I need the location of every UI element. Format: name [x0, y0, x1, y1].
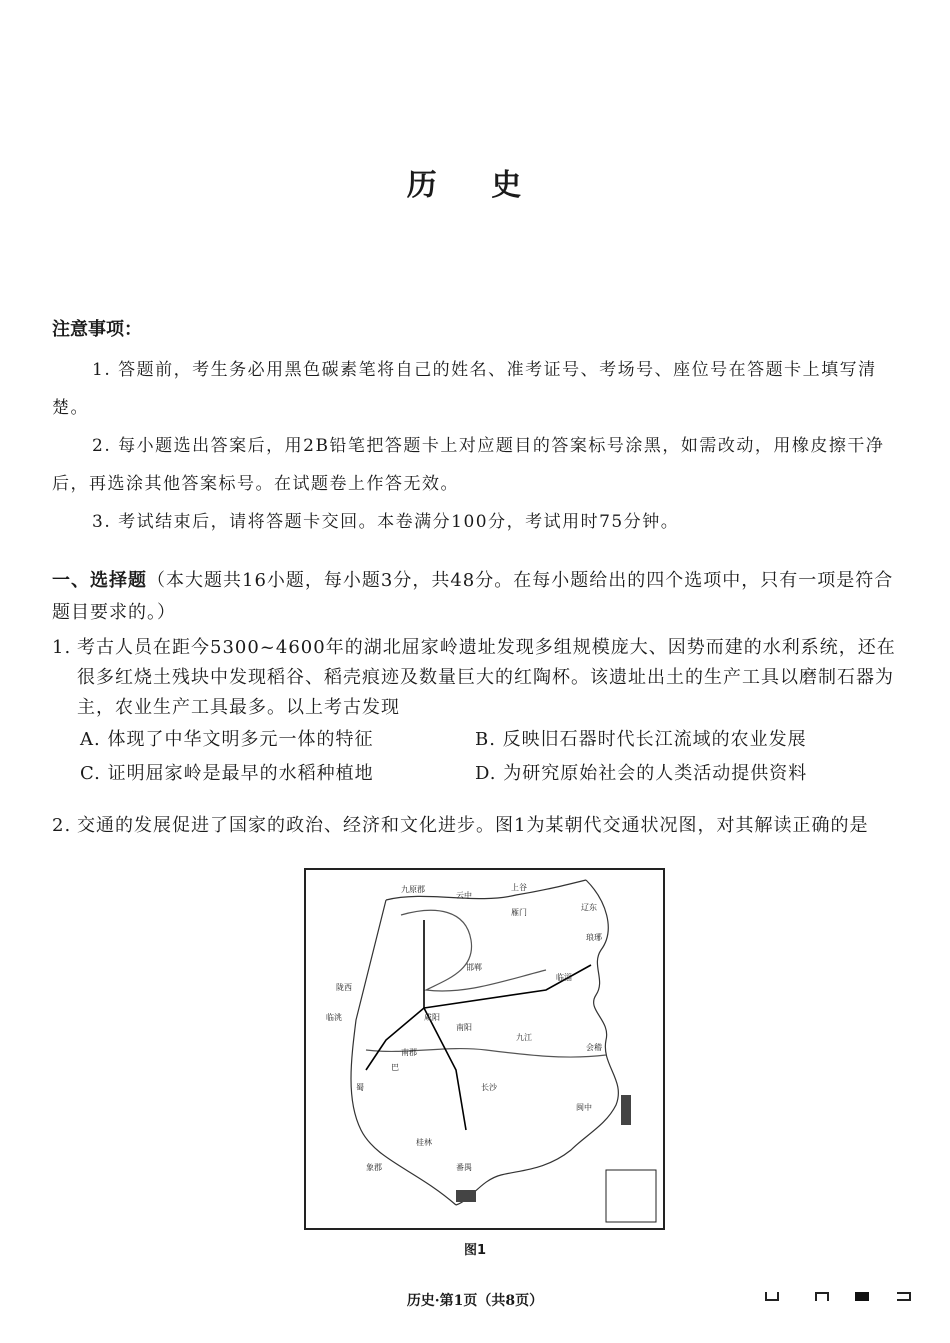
map-label: 南郡: [401, 1048, 417, 1057]
map-label: 咸阳: [424, 1013, 440, 1022]
map-label: 九江: [516, 1033, 532, 1042]
map-label: 邯郸: [466, 963, 482, 972]
east-road: [424, 965, 591, 1008]
section-description: （本大题共16小题，每小题3分，共48分。在每小题给出的四个选项中，只有一项是符合题目要求的。）: [52, 570, 894, 623]
question-options: [80, 723, 902, 791]
island-taiwan: [621, 1095, 631, 1125]
map-label: 南阳: [456, 1023, 472, 1032]
island-hainan: [456, 1190, 476, 1202]
option-a: A. 体现了中华文明多元一体的特征: [80, 729, 374, 750]
page-footer: 历史·第1页（共8页）: [406, 1293, 544, 1309]
figure-caption: 图1: [463, 1243, 487, 1258]
map-label: 会稽: [586, 1043, 602, 1052]
map-label: 辽东: [581, 903, 597, 912]
map-label: 巴: [391, 1063, 399, 1072]
scan-mark-4: [897, 1292, 911, 1301]
question-2: [52, 811, 902, 841]
inset-map: [606, 1170, 656, 1222]
option-d: D. 为研究原始社会的人类活动提供资料: [475, 763, 808, 784]
map-label: 象郡: [366, 1163, 382, 1172]
map-label: 长沙: [481, 1083, 497, 1092]
notice-item-3: 3. 考试结束后，请将答题卡交回。本卷满分100分，考试用时75分钟。: [92, 512, 680, 532]
question-stem: 考古人员在距今5300~4600年的湖北屈家岭遗址发现多组规模庞大、因势而建的水利系统，还在很多红烧土残块中发现稻谷、稻壳痕迹及数量巨大的红陶杯。该遗址出土的生产工具以磨制石器为主，农业生产工具最多。以上考古发现: [77, 637, 896, 718]
question-number: 1.: [52, 637, 72, 658]
question-1: [52, 633, 902, 791]
map-label: 闽中: [576, 1103, 592, 1112]
map-label: 琅琊: [586, 933, 602, 942]
section-header: [52, 565, 902, 629]
map-label: 上谷: [511, 883, 527, 892]
option-c: C. 证明屈家岭是最早的水稻种植地: [80, 763, 374, 784]
map-label: 蜀: [356, 1083, 364, 1092]
map-label: 番禺: [456, 1163, 472, 1172]
map-label: 雁门: [511, 908, 527, 917]
map-label: 九原郡: [401, 885, 425, 894]
map-drawing: [306, 870, 663, 1228]
notice-item-2: 2. 每小题选出答案后，用2B铅笔把答题卡上对应题目的答案标号涂黑，如需改动，用橡皮擦干净后，再选涂其他答案标号。在试题卷上作答无效。: [52, 436, 885, 494]
scan-mark-3: [855, 1292, 869, 1301]
figure-map: [304, 868, 665, 1230]
map-label: 临淄: [556, 973, 572, 982]
map-label: 云中: [456, 891, 472, 900]
section-title: 一、选择题: [52, 570, 147, 591]
scan-mark-2: [815, 1292, 829, 1301]
page-title: 历 史: [406, 168, 544, 203]
option-b: B. 反映旧石器时代长江流域的农业发展: [475, 729, 807, 750]
scan-marks: [765, 1290, 915, 1304]
map-label: 临洮: [326, 1013, 342, 1022]
question-stem: 交通的发展促进了国家的政治、经济和文化进步。图1为某朝代交通状况图，对其解读正确的是: [77, 815, 869, 836]
map-label: 桂林: [416, 1138, 432, 1147]
notice-item-1: 1. 答题前，考生务必用黑色碳素笔将自己的姓名、准考证号、考场号、座位号在答题卡上填写清楚。: [52, 360, 877, 418]
yellow-river: [401, 910, 546, 991]
notice-block: [52, 315, 902, 541]
map-label: 陇西: [336, 983, 352, 992]
notice-heading: 注意事项：: [52, 319, 142, 340]
southwest-road: [366, 1008, 424, 1070]
scan-mark-1: [765, 1292, 779, 1301]
question-number: 2.: [52, 815, 72, 836]
